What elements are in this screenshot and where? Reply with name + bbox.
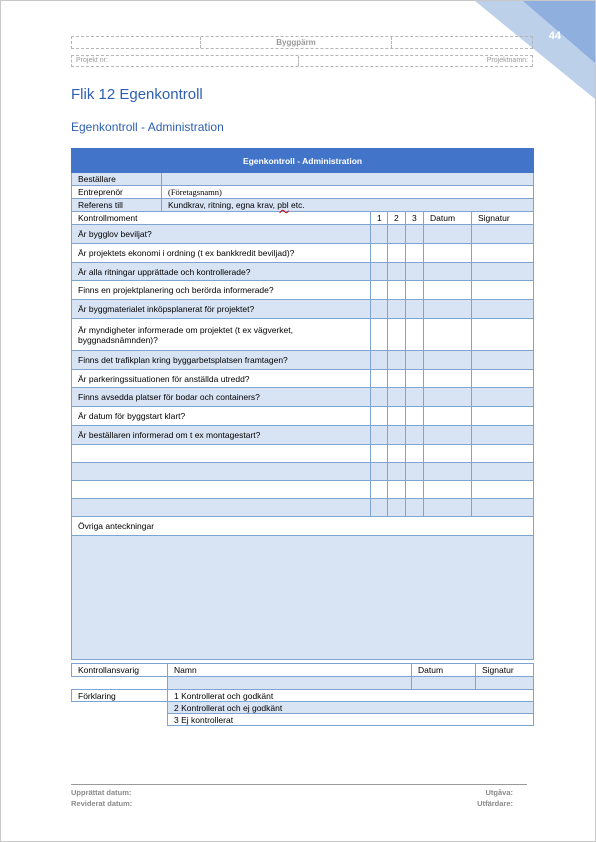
date-cell[interactable] (424, 370, 472, 388)
check-2-cell[interactable] (388, 388, 406, 407)
checklist-item (72, 481, 371, 499)
checklist-item: Är datum för byggstart klart? (72, 407, 371, 426)
checklist-item (72, 463, 371, 481)
check-2-cell[interactable] (388, 300, 406, 319)
checklist-item: Är parkeringssituationen för anställda utredd? (72, 370, 371, 388)
info-label: Referens till (72, 199, 162, 212)
check-3-cell[interactable] (406, 388, 424, 407)
check-3-cell[interactable] (406, 300, 424, 319)
reference-text: Kundkrav, ritning, egna krav, (168, 200, 278, 210)
signature-label: Signatur (476, 664, 534, 677)
notes-area-row (72, 536, 534, 660)
page-number: 44 (548, 30, 561, 42)
check-2-cell[interactable] (388, 407, 406, 426)
check-2-cell[interactable] (388, 499, 406, 517)
checklist-item: Är byggmaterialet inköpsplanerat för projektet? (72, 300, 371, 319)
check-1-cell[interactable] (371, 225, 388, 244)
reference-text-misspelled: pbl (277, 200, 289, 210)
explanation-item: 1 Kontrollerat och godkänt (168, 690, 534, 702)
date-cell[interactable] (424, 426, 472, 445)
info-row (72, 199, 534, 212)
header-cell-left (72, 37, 201, 48)
date-cell[interactable] (424, 407, 472, 426)
checklist-row (72, 426, 534, 445)
notes-label: Övriga anteckningar (72, 517, 534, 536)
check-1-cell[interactable] (371, 499, 388, 517)
date-cell[interactable] (424, 388, 472, 407)
info-row (72, 173, 534, 186)
check-3-cell[interactable] (406, 281, 424, 300)
date-field[interactable] (412, 677, 476, 690)
signature-field[interactable] (476, 677, 534, 690)
info-row (72, 186, 534, 199)
explanation-table (71, 689, 534, 726)
date-cell[interactable] (424, 244, 472, 263)
date-cell[interactable] (424, 300, 472, 319)
col-header-3: 3 (406, 212, 424, 225)
checklist-row (72, 281, 534, 300)
check-2-cell[interactable] (388, 263, 406, 281)
checklist-item (72, 445, 371, 463)
checklist-row (72, 407, 534, 426)
signature-cell[interactable] (472, 370, 534, 388)
date-cell[interactable] (424, 445, 472, 463)
explanation-spacer (72, 714, 168, 726)
info-label: Entreprenör (72, 186, 162, 199)
check-1-cell[interactable] (371, 300, 388, 319)
checklist-row (72, 388, 534, 407)
check-1-cell[interactable] (371, 407, 388, 426)
date-cell[interactable] (424, 319, 472, 351)
check-2-cell[interactable] (388, 445, 406, 463)
name-label: Namn (168, 664, 412, 677)
header-title: Byggpärm (201, 37, 392, 48)
checklist-item: Är bygglov beviljat? (72, 225, 371, 244)
signature-cell[interactable] (472, 244, 534, 263)
date-label: Datum (412, 664, 476, 677)
check-1-cell[interactable] (371, 445, 388, 463)
date-cell[interactable] (424, 481, 472, 499)
signature-cell[interactable] (472, 319, 534, 351)
check-2-cell[interactable] (388, 481, 406, 499)
checklist-item: Är myndigheter informerade om projektet (t ex vägverket, byggnadsnämnden)? (72, 319, 371, 351)
signature-cell[interactable] (472, 263, 534, 281)
reference-text-end: etc. (288, 200, 305, 210)
signature-cell[interactable] (472, 351, 534, 370)
col-header-1: 1 (371, 212, 388, 225)
signature-cell[interactable] (472, 225, 534, 244)
footer-divider (71, 784, 527, 785)
document-header (71, 36, 533, 67)
check-2-cell[interactable] (388, 225, 406, 244)
checklist-item: Är beställaren informerad om t ex montagestart? (72, 426, 371, 445)
col-header-signature: Signatur (472, 212, 534, 225)
checklist-row (72, 263, 534, 281)
signature-cell[interactable] (472, 300, 534, 319)
check-1-cell[interactable] (371, 281, 388, 300)
check-1-cell[interactable] (371, 463, 388, 481)
project-name-label: Projektnamn: (486, 57, 528, 64)
checklist-item: Är alla ritningar upprättade och kontrollerade? (72, 263, 371, 281)
check-2-cell[interactable] (388, 426, 406, 445)
col-header-item: Kontrollmoment (72, 212, 371, 225)
checklist-row (72, 351, 534, 370)
explanation-spacer (72, 702, 168, 714)
check-2-cell[interactable] (388, 370, 406, 388)
check-3-cell[interactable] (406, 445, 424, 463)
responsible-table (71, 663, 534, 690)
revised-date-label: Reviderat datum: (71, 799, 133, 808)
page-subheading: Egenkontroll - Administration (71, 120, 224, 134)
check-1-cell[interactable] (371, 481, 388, 499)
signature-cell[interactable] (472, 388, 534, 407)
column-header-row (72, 212, 534, 225)
info-value[interactable]: (Företagsnamn) (162, 186, 534, 199)
explanation-label: Förklaring (72, 690, 168, 702)
edition-label: Utgåva: (485, 788, 513, 797)
notes-label-row (72, 517, 534, 536)
created-date-label: Upprättat datum: (71, 788, 132, 797)
check-3-cell[interactable] (406, 407, 424, 426)
checklist-item: Finns avsedda platser för bodar och containers? (72, 388, 371, 407)
col-header-2: 2 (388, 212, 406, 225)
header-cell-right (392, 37, 532, 48)
checklist-row (72, 319, 534, 351)
checklist-item: Är projektets ekonomi i ordning (t ex bankkredit beviljad)? (72, 244, 371, 263)
document-footer (71, 787, 513, 809)
info-value[interactable] (162, 173, 534, 186)
check-2-cell[interactable] (388, 281, 406, 300)
signature-cell[interactable] (472, 499, 534, 517)
info-value[interactable] (162, 199, 534, 212)
checklist-item (72, 499, 371, 517)
check-3-cell[interactable] (406, 499, 424, 517)
checklist-blank-row (72, 499, 534, 517)
checklist-row (72, 244, 534, 263)
info-label: Beställare (72, 173, 162, 186)
responsible-label: Kontrollansvarig (72, 664, 168, 677)
check-1-cell[interactable] (371, 319, 388, 351)
check-3-cell[interactable] (406, 370, 424, 388)
date-cell[interactable] (424, 281, 472, 300)
signature-cell[interactable] (472, 463, 534, 481)
checklist-table (71, 148, 534, 660)
issuer-label: Utfärdare: (477, 799, 513, 808)
check-3-cell[interactable] (406, 351, 424, 370)
checklist-blank-row (72, 481, 534, 499)
signature-cell[interactable] (472, 281, 534, 300)
signature-cell[interactable] (472, 445, 534, 463)
date-cell[interactable] (424, 225, 472, 244)
check-3-cell[interactable] (406, 463, 424, 481)
check-3-cell[interactable] (406, 263, 424, 281)
name-field[interactable] (168, 677, 412, 690)
check-1-cell[interactable] (371, 244, 388, 263)
checklist-item: Finns en projektplanering och berörda informerade? (72, 281, 371, 300)
check-2-cell[interactable] (388, 351, 406, 370)
date-cell[interactable] (424, 263, 472, 281)
check-3-cell[interactable] (406, 426, 424, 445)
check-1-cell[interactable] (371, 388, 388, 407)
check-1-cell[interactable] (371, 370, 388, 388)
check-2-cell[interactable] (388, 463, 406, 481)
date-cell[interactable] (424, 351, 472, 370)
explanation-item: 2 Kontrollerat och ej godkänt (168, 702, 534, 714)
checklist-row (72, 370, 534, 388)
check-3-cell[interactable] (406, 481, 424, 499)
checklist-blank-row (72, 445, 534, 463)
check-1-cell[interactable] (371, 426, 388, 445)
explanation-item: 3 Ej kontrollerat (168, 714, 534, 726)
check-1-cell[interactable] (371, 263, 388, 281)
checklist-row (72, 300, 534, 319)
signature-cell[interactable] (472, 426, 534, 445)
signature-cell[interactable] (472, 407, 534, 426)
table-title: Egenkontroll - Administration (72, 149, 534, 173)
check-2-cell[interactable] (388, 244, 406, 263)
date-cell[interactable] (424, 463, 472, 481)
notes-area[interactable] (72, 536, 534, 660)
page-heading: Flik 12 Egenkontroll (71, 86, 203, 103)
checklist-row (72, 225, 534, 244)
check-1-cell[interactable] (371, 351, 388, 370)
check-2-cell[interactable] (388, 319, 406, 351)
checklist-item: Finns det trafikplan kring byggarbetsplatsen framtagen? (72, 351, 371, 370)
col-header-date: Datum (424, 212, 472, 225)
check-3-cell[interactable] (406, 244, 424, 263)
check-3-cell[interactable] (406, 319, 424, 351)
check-3-cell[interactable] (406, 225, 424, 244)
responsible-spacer (72, 677, 168, 690)
project-nr-label: Projekt nr: (72, 56, 299, 66)
checklist-blank-row (72, 463, 534, 481)
signature-cell[interactable] (472, 481, 534, 499)
date-cell[interactable] (424, 499, 472, 517)
